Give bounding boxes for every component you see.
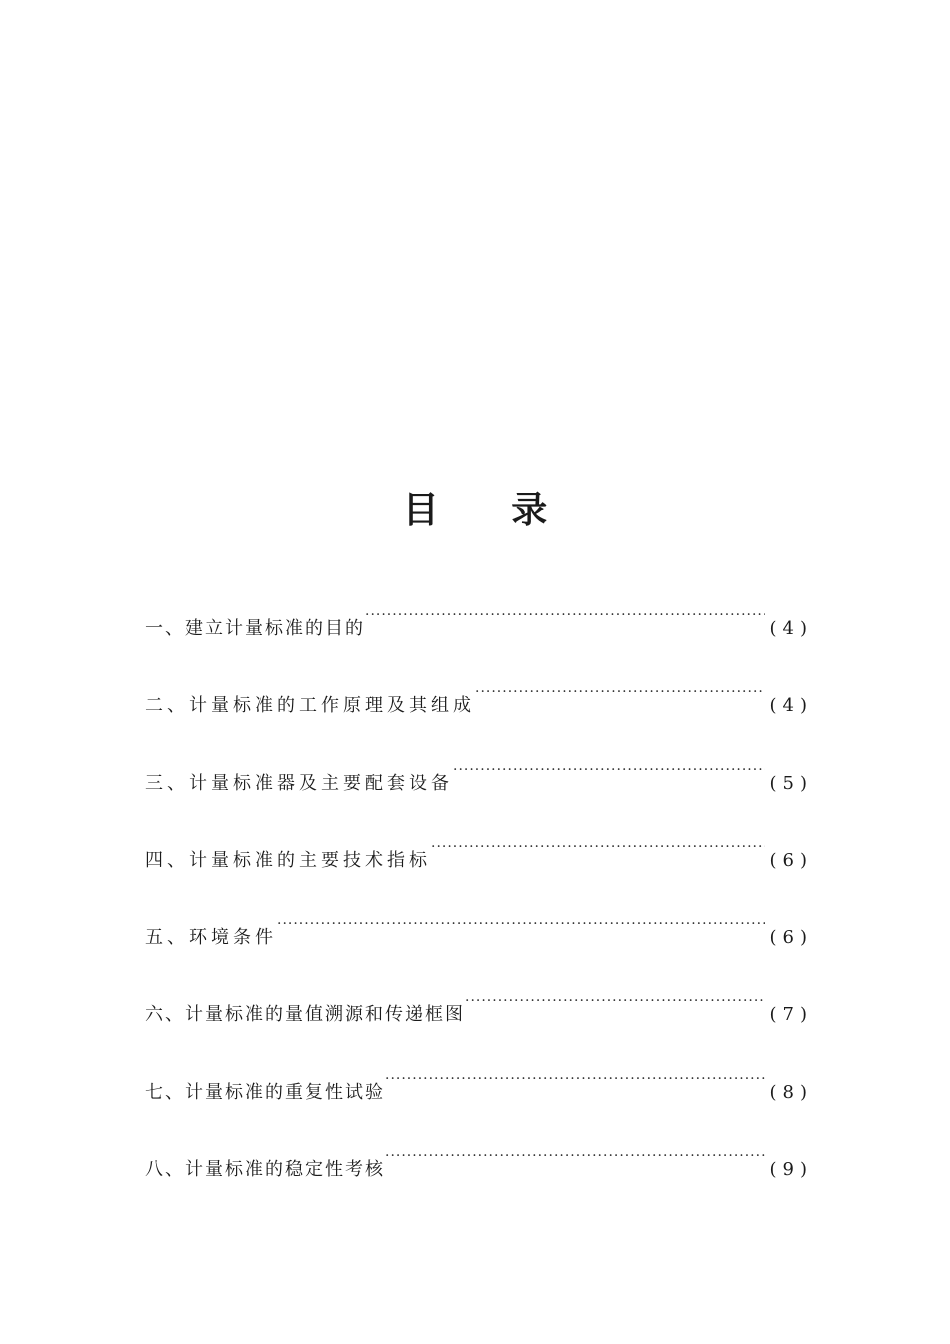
toc-entry[interactable] bbox=[145, 671, 807, 748]
toc-leader-dots bbox=[465, 980, 765, 1020]
toc-entry-label: 五、环境条件 bbox=[145, 927, 277, 949]
toc-title: 目 录 bbox=[402, 489, 578, 531]
toc-entry-label: 六、计量标准的量值溯源和传递框图 bbox=[145, 1004, 465, 1026]
toc-entry-label: 一、建立计量标准的目的 bbox=[145, 618, 365, 639]
toc-entry[interactable] bbox=[145, 1058, 807, 1135]
toc-leader-dots bbox=[365, 594, 765, 634]
toc-leader-dots bbox=[277, 903, 765, 943]
toc-leader-dots bbox=[453, 749, 765, 789]
toc-entry-label: 七、计量标准的重复性试验 bbox=[145, 1081, 385, 1103]
toc-entry-page: (6) bbox=[769, 927, 807, 949]
toc-entry-page: (4) bbox=[769, 618, 807, 639]
toc-entry[interactable] bbox=[145, 980, 807, 1057]
toc-entry-label: 三、计量标准器及主要配套设备 bbox=[145, 772, 453, 794]
toc-entry-label: 四、计量标准的主要技术指标 bbox=[145, 849, 431, 871]
toc-entry-page: (6) bbox=[769, 849, 807, 871]
table-of-contents bbox=[145, 594, 807, 1212]
toc-entry-page: (8) bbox=[769, 1081, 807, 1103]
toc-leader-dots bbox=[475, 671, 765, 711]
toc-entry-label: 八、计量标准的稳定性考核 bbox=[145, 1159, 385, 1181]
toc-entry-page: (5) bbox=[769, 772, 807, 794]
toc-entry[interactable] bbox=[145, 594, 807, 671]
toc-leader-dots bbox=[385, 1135, 765, 1175]
toc-entry-page: (9) bbox=[769, 1159, 807, 1181]
toc-entry[interactable] bbox=[145, 903, 807, 980]
toc-entry-label: 二、计量标准的工作原理及其组成 bbox=[145, 695, 475, 717]
toc-entry[interactable] bbox=[145, 1135, 807, 1212]
toc-leader-dots bbox=[431, 826, 765, 866]
toc-entry-page: (7) bbox=[769, 1004, 807, 1026]
toc-entry[interactable] bbox=[145, 826, 807, 903]
toc-leader-dots bbox=[385, 1058, 765, 1098]
toc-entry-page: (4) bbox=[769, 695, 807, 717]
toc-entry[interactable] bbox=[145, 749, 807, 826]
